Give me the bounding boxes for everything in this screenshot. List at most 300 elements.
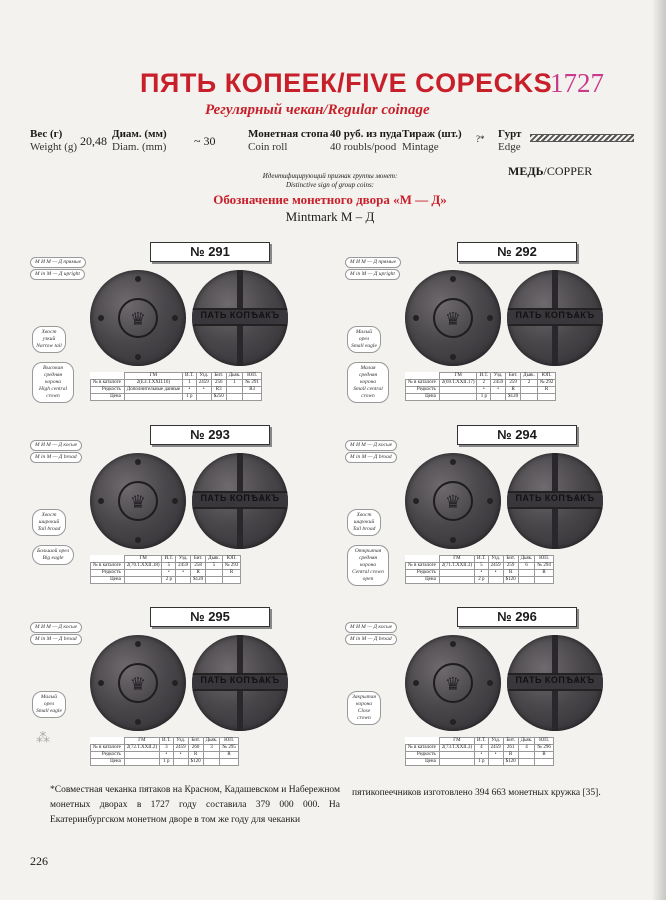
feature-bubble (347, 362, 389, 403)
table-header: Узд. (488, 556, 503, 563)
table-header: Бит. (211, 373, 226, 380)
catalog-number: № 291 (150, 242, 270, 262)
table-cell: 2(73.Т.XXII.3) (439, 745, 474, 752)
table-cell (176, 577, 191, 584)
coin-dot (450, 641, 456, 647)
table-cell (196, 394, 211, 401)
coin-dot (450, 354, 456, 360)
table-cell: № 291 (243, 380, 262, 387)
eagle-icon (118, 663, 158, 703)
table-row (91, 570, 241, 577)
table-cell: 2(ЕЗ.Т.XXII.16) (124, 380, 182, 387)
table-header: ЮП. (537, 373, 556, 380)
table-header-row (406, 556, 554, 563)
table-row (406, 380, 556, 387)
table-cell (206, 577, 223, 584)
table-header-row (406, 738, 554, 745)
table-header: Дьяк. (203, 738, 220, 745)
table-header-row (91, 738, 239, 745)
table-cell (220, 759, 239, 766)
table-row (406, 759, 554, 766)
spec-diam-label-ru: Диам. (мм) (112, 128, 167, 140)
double-eagle-icon: ♛ (444, 492, 462, 512)
table-cell: • (183, 387, 197, 394)
coin-dot (135, 641, 141, 647)
table-cell: 6 (518, 563, 535, 570)
catalog-table (90, 555, 241, 584)
feature-ru: Малый орел (40, 694, 58, 707)
table-cell: 2 (477, 380, 491, 387)
coin-dot (450, 719, 456, 725)
coin-block (345, 423, 635, 593)
table-cell: 2(69.Т.XXII.17) (439, 380, 477, 387)
feature-ru: Хвост широкий (353, 512, 375, 525)
table-row-label: Цена (406, 394, 440, 401)
table-cell (203, 759, 220, 766)
table-cell: 1 (183, 380, 197, 387)
table-row-label: Редкость (91, 387, 125, 394)
coin-block (30, 423, 320, 593)
table-row-label: № в каталоге (406, 745, 440, 752)
table-cell: • (491, 387, 506, 394)
table-cell (124, 752, 159, 759)
double-eagle-icon: ♛ (129, 309, 147, 329)
table-cell: 2459 (176, 563, 191, 570)
page-subtitle: Регулярный чекан/Regular coinage (205, 102, 430, 118)
table-header: Бит. (503, 738, 518, 745)
table-header: ЮП. (243, 373, 262, 380)
spec-roll-value-ru: 40 руб. из пуда (330, 128, 402, 140)
feature-en: Close crown (357, 708, 371, 721)
coin-dot (135, 276, 141, 282)
table-row (406, 577, 554, 584)
table-header: ГМ (124, 738, 159, 745)
table-row-label: № в каталоге (406, 380, 440, 387)
mintmark-tag: M in M — Д broad (345, 634, 397, 645)
feature-en: High central crown (39, 386, 67, 399)
mintmark-tag: М И М — Д косые (345, 622, 397, 633)
feature-ru: Малая средняя корона (358, 365, 378, 385)
mintmark-tag: М И М — Д прямые (345, 257, 401, 268)
table-cell: Дополнительные данные (124, 387, 182, 394)
table-row-label: Редкость (406, 387, 440, 394)
table-cell: $120 (188, 759, 203, 766)
table-cell: R (506, 387, 521, 394)
double-eagle-icon: ♛ (129, 492, 147, 512)
table-cell: 4 (518, 745, 535, 752)
table-header: Узд. (488, 738, 503, 745)
table-cell: 260 (188, 745, 203, 752)
table-header: И.Т. (474, 556, 488, 563)
coin-obverse (405, 635, 501, 731)
coin-dot (98, 680, 104, 686)
eagle-icon (433, 481, 473, 521)
coin-dot (172, 498, 178, 504)
table-cell: 5 (162, 563, 176, 570)
feature-bubble (32, 509, 66, 536)
coin-block (345, 605, 635, 775)
table-row (406, 563, 554, 570)
table-row-label: № в каталоге (91, 745, 125, 752)
feature-bubble (347, 545, 389, 586)
table-cell: 2459 (491, 380, 506, 387)
coin-reverse (192, 270, 288, 366)
table-header: Дьяк. (518, 738, 535, 745)
table-cell (518, 570, 535, 577)
table-cell: 256 (211, 380, 226, 387)
table-row-label: № в каталоге (406, 563, 440, 570)
spec-weight-label-en: Weight (g) (30, 141, 78, 153)
feature-en: Narrow tail (36, 343, 62, 349)
table-cell: 5 (206, 563, 223, 570)
table-cell: $120 (191, 577, 206, 584)
table-cell (439, 394, 477, 401)
feature-ru: Хвост узкий (41, 329, 57, 342)
catalog-table (405, 737, 554, 766)
table-cell: 2(71.Т.XXII.3) (439, 563, 474, 570)
table-cell (226, 394, 243, 401)
table-header: Узд. (173, 738, 188, 745)
feature-en: Small eagle (36, 708, 62, 714)
table-row (406, 752, 554, 759)
table-row-label: Редкость (406, 570, 440, 577)
table-cell (521, 387, 538, 394)
table-cell (439, 577, 474, 584)
mintmark-tag: М И М — Д прямые (30, 257, 86, 268)
table-cell: 258 (191, 563, 206, 570)
table-row (406, 745, 554, 752)
table-cell (439, 387, 477, 394)
table-row-label: № в каталоге (91, 563, 125, 570)
table-cell: 261 (503, 745, 518, 752)
table-cell (226, 387, 243, 394)
coin-dot (450, 276, 456, 282)
table-cell: 5 (474, 563, 488, 570)
spec-diam (112, 128, 167, 154)
footnote-left: *Совместная чеканка пятаков на Красном, Кадашевском и Набережном монетных дворах в 1727 году составила 379 000 000. На Екатеринбургском монетном дворе в том же году для чеканки (50, 785, 340, 825)
table-row (406, 570, 554, 577)
coin-dot (98, 498, 104, 504)
catalog-table (405, 555, 554, 584)
spec-roll-label-ru: Монетная стопа (248, 128, 329, 140)
table-header: ЮП. (222, 556, 241, 563)
page-number: 226 (30, 854, 48, 868)
table-cell: $120 (503, 577, 518, 584)
table-cell: R (503, 752, 518, 759)
feature-ru: Хвост широкий (38, 512, 60, 525)
coin-dot (413, 680, 419, 686)
table-cell: • (176, 570, 191, 577)
table-header: Дьяк. (206, 556, 223, 563)
spec-roll-value (330, 128, 402, 154)
spec-weight (30, 128, 77, 154)
coin-dot (487, 315, 493, 321)
table-header: Бит. (191, 556, 206, 563)
ident-note (180, 172, 480, 190)
table-cell (124, 394, 182, 401)
coin-dot (135, 459, 141, 465)
table-header: Узд. (491, 373, 506, 380)
feature-bubble (347, 509, 381, 536)
table-cell: 2 р (474, 577, 488, 584)
coin-legend: ПАТЬ КОПѢѦКЪ (515, 310, 595, 320)
coin-obverse (405, 270, 501, 366)
footnote-right: пятикопеечников изготовлено 394 663 монетных кружка [35]. (352, 788, 601, 798)
table-cell: 2(72.Т.XXII.2) (124, 745, 159, 752)
feature-bubble (32, 326, 66, 353)
table-cell (91, 373, 125, 380)
spec-edge-label-en: Edge (498, 141, 521, 153)
eagle-icon (118, 481, 158, 521)
table-cell (91, 738, 125, 745)
coin-block (30, 605, 320, 775)
spec-diam-label-en: Diam. (mm) (112, 141, 167, 153)
table-cell (173, 759, 188, 766)
spec-mintage-value: ?* (476, 134, 485, 144)
coin-reverse (192, 453, 288, 549)
table-cell: 1 (226, 380, 243, 387)
table-cell (91, 556, 125, 563)
table-cell: 1 р (159, 759, 173, 766)
table-header: И.Т. (183, 373, 197, 380)
table-cell: 259 (503, 563, 518, 570)
table-header: И.Т. (477, 373, 491, 380)
mintmark-tag: М И М — Д косые (345, 440, 397, 451)
coin-block (345, 240, 635, 410)
table-cell (124, 759, 159, 766)
spec-edge (498, 128, 521, 154)
table-cell: $120 (503, 759, 518, 766)
table-header: ЮП. (535, 738, 554, 745)
catalog-number: № 295 (150, 607, 270, 627)
mintmark-tag: М И М — Д косые (30, 622, 82, 633)
table-cell: № 293 (222, 563, 241, 570)
coin-dot (450, 537, 456, 543)
coin-dot (413, 498, 419, 504)
table-header: И.Т. (162, 556, 176, 563)
catalog-number: № 296 (457, 607, 577, 627)
spec-mintage (402, 128, 462, 154)
coin-block (30, 240, 320, 410)
catalog-table (90, 737, 239, 766)
table-cell (488, 577, 503, 584)
feature-bubble (32, 362, 74, 403)
table-cell (406, 738, 440, 745)
mintmark-tag: M in M — Д broad (345, 452, 397, 463)
edge-pattern-icon (530, 134, 634, 142)
table-header-row (406, 373, 556, 380)
coin-dot (487, 680, 493, 686)
mintmark-tag: M in M — Д upright (345, 269, 400, 280)
table-cell: • (196, 387, 211, 394)
coin-dot (135, 719, 141, 725)
title-row (140, 68, 620, 104)
feature-ru: Высокая средняя корона (43, 365, 63, 385)
feature-en: Central crown open (352, 569, 384, 582)
spec-roll-label-en: Coin roll (248, 141, 288, 153)
table-cell: 2(70.Т.XXII.18) (124, 563, 162, 570)
feature-ru: Большой орел (37, 548, 69, 554)
table-header: ЮП. (220, 738, 239, 745)
table-cell: 2459 (196, 380, 211, 387)
table-cell (535, 759, 554, 766)
table-row-label: Цена (406, 759, 440, 766)
metal-ru: МЕДЬ (508, 164, 544, 178)
table-cell (222, 577, 241, 584)
eagle-icon (118, 298, 158, 338)
spec-mintage-label-en: Mintage (402, 141, 439, 153)
table-cell (406, 373, 440, 380)
feature-bubble (347, 691, 381, 725)
table-header: Бит. (188, 738, 203, 745)
catalog-number: № 292 (457, 242, 577, 262)
spec-weight-value: 20,48 (80, 134, 107, 148)
spec-edge-label-ru: Гурт (498, 128, 522, 140)
table-cell (521, 394, 538, 401)
table-header: ГМ (124, 556, 162, 563)
coin-reverse (507, 635, 603, 731)
mintmark-ru: Обозначение монетного двора «М — Д» (213, 192, 447, 207)
table-row (91, 387, 262, 394)
coin-legend: ПАТЬ КОПѢѦКЪ (200, 493, 280, 503)
table-row-label: Цена (91, 394, 125, 401)
table-cell: 2 (521, 380, 538, 387)
feature-ru: Открытая средняя корона (354, 548, 382, 568)
mintmark-tag: M in M — Д broad (30, 634, 82, 645)
table-header-row (91, 556, 241, 563)
table-cell: • (162, 570, 176, 577)
mintmark-en: Mintmark М – Д (285, 209, 375, 224)
table-cell: 1 р (183, 394, 197, 401)
coin-legend: ПАТЬ КОПѢѦКЪ (200, 675, 280, 685)
coin-dot (135, 537, 141, 543)
table-row-label: Цена (91, 759, 125, 766)
catalog-table (90, 372, 262, 401)
table-cell (206, 570, 223, 577)
table-cell: 3 (159, 745, 173, 752)
table-header: Дьяк. (521, 373, 538, 380)
table-cell: 2459 (488, 563, 503, 570)
coin-dot (413, 315, 419, 321)
table-row (91, 577, 241, 584)
coin-obverse (90, 453, 186, 549)
table-cell: • (488, 570, 503, 577)
table-cell (203, 752, 220, 759)
table-row-label: Цена (91, 577, 125, 584)
table-cell: • (477, 387, 491, 394)
table-header: ГМ (124, 373, 182, 380)
eagle-icon (433, 298, 473, 338)
spec-roll (248, 128, 328, 154)
table-cell (406, 556, 440, 563)
table-header: И.Т. (474, 738, 488, 745)
table-cell: $250 (211, 394, 226, 401)
table-header: ГМ (439, 556, 474, 563)
table-header: Дьяк. (518, 556, 535, 563)
metal-en: /COPPER (543, 164, 593, 178)
table-cell (243, 394, 262, 401)
page-title: ПЯТЬ КОПЕЕК/FIVE COPECKS (140, 68, 553, 98)
table-header: И.Т. (159, 738, 173, 745)
table-cell (518, 759, 535, 766)
table-cell: 2459 (173, 745, 188, 752)
spec-mintage-label-ru: Тираж (шт.) (402, 128, 462, 140)
table-cell: 1 р (477, 394, 491, 401)
catalog-number: № 294 (457, 425, 577, 445)
coin-obverse (405, 453, 501, 549)
table-row (91, 380, 262, 387)
coin-dot (135, 354, 141, 360)
table-cell (439, 570, 474, 577)
table-row-label: Редкость (91, 570, 125, 577)
mintmark-tag: М И М — Д косые (30, 440, 82, 451)
mintmark-tag: M in M — Д upright (30, 269, 85, 280)
spec-row (30, 128, 630, 158)
feature-en: Small eagle (351, 343, 377, 349)
table-row (406, 394, 556, 401)
table-header: Бит. (503, 556, 518, 563)
table-cell: • (488, 752, 503, 759)
table-cell (537, 394, 556, 401)
spec-diam-value: ~ 30 (194, 134, 216, 148)
metal-label (508, 164, 592, 179)
mintmark-tag: M in M — Д broad (30, 452, 82, 463)
feature-en: Tail broad (352, 526, 376, 532)
coin-reverse (507, 453, 603, 549)
table-header: ГМ (439, 738, 474, 745)
table-cell: 259 (506, 380, 521, 387)
page-edge-shadow (652, 0, 666, 900)
feature-ru: Закрытая корона (352, 694, 376, 707)
table-cell: R (503, 570, 518, 577)
spec-weight-label-ru: Вес (г) (30, 128, 63, 140)
coin-legend: ПАТЬ КОПѢѦКЪ (515, 675, 595, 685)
feature-en: Big eagle (42, 555, 64, 561)
feature-bubble (347, 326, 381, 353)
double-eagle-icon: ♛ (129, 674, 147, 694)
table-header: Дьяк. (226, 373, 243, 380)
table-cell: • (474, 752, 488, 759)
table-cell: • (159, 752, 173, 759)
table-cell: 1 р (474, 759, 488, 766)
table-cell: 2 р (162, 577, 176, 584)
double-eagle-icon: ♛ (444, 674, 462, 694)
table-row-label: № в каталоге (91, 380, 125, 387)
table-cell: 4 (474, 745, 488, 752)
table-row (406, 387, 556, 394)
coin-obverse (90, 270, 186, 366)
table-cell: R (191, 570, 206, 577)
table-cell: № 295 (220, 745, 239, 752)
coin-dot (450, 459, 456, 465)
table-cell: • (474, 570, 488, 577)
table-row (91, 745, 239, 752)
binding-mark-icon: ⁂ (36, 731, 50, 746)
coin-reverse (192, 635, 288, 731)
table-cell (124, 570, 162, 577)
table-row (91, 394, 262, 401)
table-header: Бит. (506, 373, 521, 380)
table-header: ГМ (439, 373, 477, 380)
table-cell: R (222, 570, 241, 577)
feature-en: Small central crown (353, 386, 383, 399)
table-header: Узд. (176, 556, 191, 563)
table-cell (439, 752, 474, 759)
feature-bubble (32, 545, 74, 565)
feature-ru: Малый орел (355, 329, 373, 342)
table-cell: № 294 (535, 563, 554, 570)
table-row-label: Цена (406, 577, 440, 584)
